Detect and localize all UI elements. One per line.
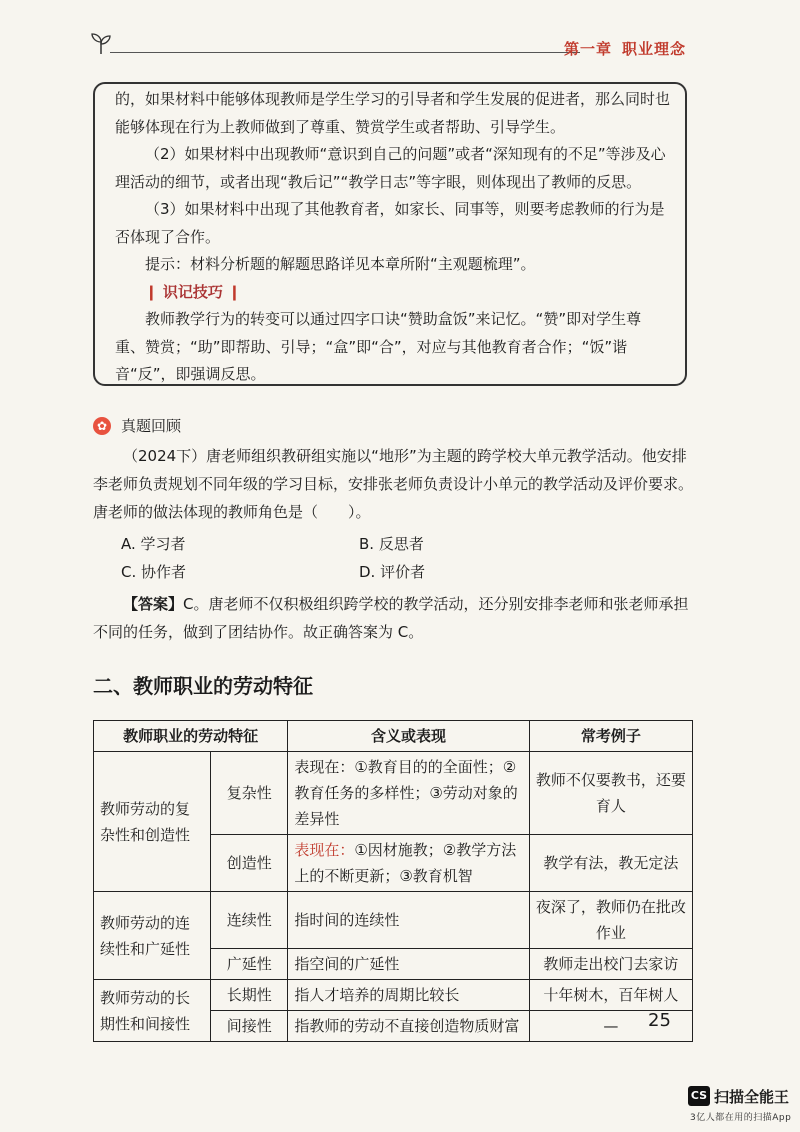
meaning-text: ①因材施教；②教学方法上的不断更新；③教育机智 bbox=[294, 841, 517, 885]
chapter-header bbox=[88, 30, 708, 60]
option-a: A. 学习者 bbox=[121, 535, 186, 553]
labor-features-table bbox=[93, 720, 693, 1042]
sub-feature: 连续性 bbox=[211, 892, 288, 949]
page-number: 25 bbox=[648, 1010, 671, 1031]
answer-explanation bbox=[93, 590, 693, 646]
memory-tip-title bbox=[115, 279, 671, 307]
question-options bbox=[121, 530, 693, 586]
chapter-number: 第一章 bbox=[563, 40, 612, 58]
answer-label: 【答案】 bbox=[123, 595, 184, 613]
past-exam-question bbox=[93, 412, 693, 646]
sub-feature: 长期性 bbox=[211, 980, 288, 1011]
example-cell: 十年树木，百年树人 bbox=[529, 980, 692, 1011]
header-rule bbox=[110, 52, 580, 53]
sub-feature: 复杂性 bbox=[211, 752, 288, 835]
note-hint: 提示：材料分析题的解题思路详见本章所附“主观题梳理”。 bbox=[145, 255, 536, 273]
meaning-cell: 表现在：①教育目的的全面性；②教育任务的多样性；③劳动对象的差异性 bbox=[288, 752, 529, 835]
meaning-cell bbox=[288, 835, 529, 892]
group-name: 教师劳动的连续性和广延性 bbox=[94, 892, 211, 980]
bracket-left-icon: ❙ bbox=[145, 282, 158, 301]
memory-tip-label: 识记技巧 bbox=[162, 282, 223, 301]
answer-text: C。唐老师不仅积极组织跨学校的教学活动，还分别安排李老师和张老师承担不同的任务，做到了团结协作。故正确答案为 C。 bbox=[93, 595, 689, 641]
example-cell: — bbox=[529, 1011, 692, 1042]
scanner-watermark bbox=[688, 1086, 798, 1126]
scanner-slogan: 3亿人都在用的扫描App bbox=[690, 1113, 792, 1123]
chapter-label bbox=[564, 38, 686, 59]
question-stem: （2024下）唐老师组织教研组实施以“地形”为主题的跨学校大单元教学活动。他安排李老师负责规划不同年级的学习目标，安排张老师负责设计小单元的教学活动及评价要求。唐老师的做法体现的教师角色是（ ）。 bbox=[93, 447, 694, 521]
question-section-title bbox=[93, 412, 693, 440]
sub-feature: 间接性 bbox=[211, 1011, 288, 1042]
sub-feature: 广延性 bbox=[211, 949, 288, 980]
table-header-row bbox=[94, 721, 693, 752]
exam-badge-icon: ✿ bbox=[93, 417, 111, 435]
option-d: D. 评价者 bbox=[359, 563, 426, 581]
note-line-3: （3）如果材料中出现了其他教育者，如家长、同事等，则要考虑教师的行为是否体现了合作。 bbox=[115, 200, 665, 246]
group-name: 教师劳动的长期性和间接性 bbox=[94, 980, 211, 1042]
chapter-title: 职业理念 bbox=[621, 40, 686, 58]
example-cell: 教学有法，教无定法 bbox=[529, 835, 692, 892]
meaning-cell: 指空间的广延性 bbox=[288, 949, 529, 980]
bracket-right-icon: ❙ bbox=[228, 282, 241, 301]
section-heading: 二、教师职业的劳动特征 bbox=[93, 674, 313, 698]
example-cell: 教师不仅要教书，还要育人 bbox=[529, 752, 692, 835]
table-row bbox=[94, 980, 693, 1011]
option-c: C. 协作者 bbox=[121, 563, 187, 581]
meaning-cell: 指教师的劳动不直接创造物质财富 bbox=[288, 1011, 529, 1042]
header-example: 常考例子 bbox=[529, 721, 692, 752]
method-notes-box bbox=[93, 82, 687, 386]
option-b: B. 反思者 bbox=[359, 535, 424, 553]
header-meaning: 含义或表现 bbox=[288, 721, 529, 752]
header-feature: 教师职业的劳动特征 bbox=[94, 721, 288, 752]
meaning-cell: 指人才培养的周期比较长 bbox=[288, 980, 529, 1011]
note-line-1: 的，如果材料中能够体现教师是学生学习的引导者和学生发展的促进者，那么同时也能够体现在行为上教师做到了尊重、赞赏学生或者帮助、引导学生。 bbox=[115, 90, 671, 136]
meaning-cell: 指时间的连续性 bbox=[288, 892, 529, 949]
example-cell: 夜深了，教师仍在批改作业 bbox=[529, 892, 692, 949]
group-name: 教师劳动的复杂性和创造性 bbox=[94, 752, 211, 892]
meaning-prefix: 表现在： bbox=[294, 841, 355, 859]
table-row bbox=[94, 892, 693, 949]
table-row bbox=[94, 752, 693, 835]
scanner-name: 扫描全能王 bbox=[714, 1088, 790, 1106]
question-section-label: 真题回顾 bbox=[121, 417, 182, 435]
sub-feature: 创造性 bbox=[211, 835, 288, 892]
example-cell: 教师走出校门去家访 bbox=[529, 949, 692, 980]
note-line-2: （2）如果材料中出现教师“意识到自己的问题”或者“深知现有的不足”等涉及心理活动的细节，或者出现“教后记”“教学日志”等字眼，则体现出了教师的反思。 bbox=[115, 145, 666, 191]
memory-tip-text: 教师教学行为的转变可以通过四字口诀“赞助盒饭”来记忆。“赞”即对学生尊重、赞赏；“助”即帮助、引导；“盒”即“合”，对应与其他教育者合作；“饭”谐音“反”，即强调反思。 bbox=[115, 310, 642, 383]
camscanner-logo-icon: CS bbox=[688, 1086, 710, 1106]
